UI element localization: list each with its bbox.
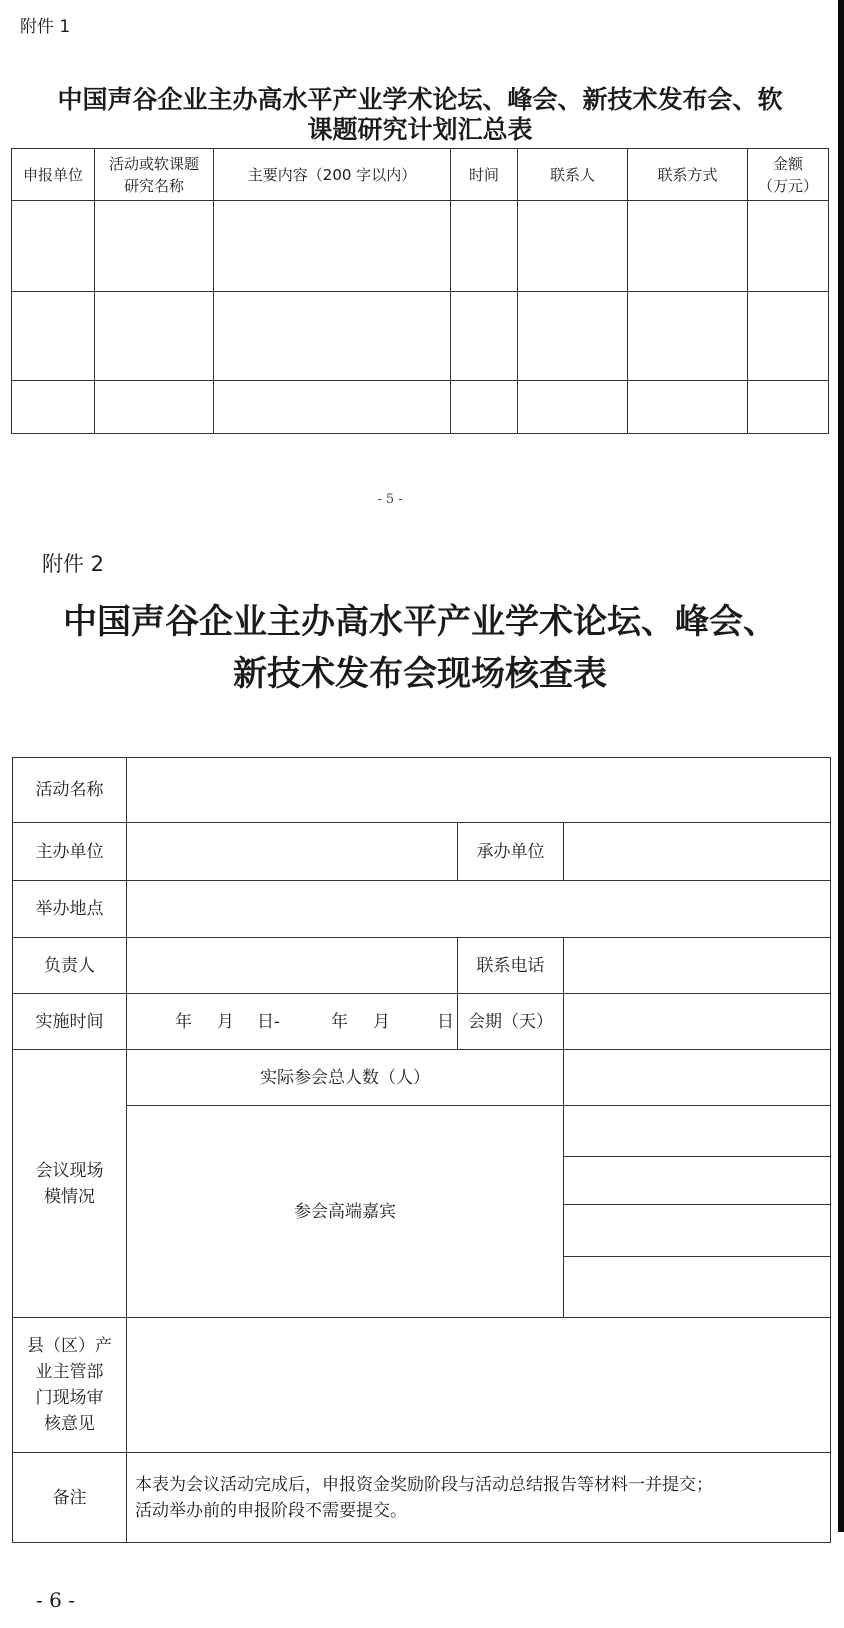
remarks-text: 本表为会议活动完成后，申报资金奖励阶段与活动总结报告等材料一并提交； 活动举办前的申报阶段不需要提交。 [127, 1453, 831, 1543]
schedule-date-field[interactable] [127, 994, 458, 1050]
header-content: 主要内容（200 字以内） [214, 149, 451, 201]
header-activity-name: 活动或软课题 研究名称 [95, 149, 214, 201]
start-month-unit: 月 [217, 1011, 234, 1032]
row-attendees [13, 1050, 831, 1106]
cell[interactable] [518, 381, 628, 434]
attachment-1-label: 附件 1 [20, 17, 71, 37]
cell[interactable] [628, 381, 748, 434]
co-organizer-label: 承办单位 [458, 823, 564, 881]
row-organizers [13, 823, 831, 881]
remarks-label: 备注 [13, 1453, 127, 1543]
responsible-label: 负责人 [13, 938, 127, 994]
organizer-label: 主办单位 [13, 823, 127, 881]
end-month-unit: 月 [373, 1011, 390, 1032]
page-number-5: - 5 - [377, 492, 403, 507]
cell[interactable] [518, 292, 628, 381]
page-number-6: - 6 - [36, 1588, 75, 1612]
table-row [12, 292, 829, 381]
site-check-table [12, 757, 831, 1543]
scan-edge-bar [838, 0, 844, 1532]
end-year-unit: 年 [331, 1011, 348, 1032]
header-time: 时间 [451, 149, 518, 201]
duration-field[interactable] [564, 994, 831, 1050]
phone-label: 联系电话 [458, 938, 564, 994]
cell[interactable] [518, 201, 628, 292]
responsible-field[interactable] [127, 938, 458, 994]
vip-field-1[interactable] [564, 1106, 831, 1157]
header-amount: 金额 （万元） [748, 149, 829, 201]
header-contact-person: 联系人 [518, 149, 628, 201]
cell[interactable] [748, 381, 829, 434]
cell[interactable] [628, 292, 748, 381]
summary-table [11, 148, 829, 434]
cell[interactable] [214, 201, 451, 292]
checklist-title-line2: 新技术发布会现场核查表 [233, 654, 607, 694]
cell[interactable] [628, 201, 748, 292]
cell[interactable] [748, 292, 829, 381]
phone-field[interactable] [564, 938, 831, 994]
summary-table-title-line1: 中国声谷企业主办高水平产业学术论坛、峰会、新技术发布会、软 [57, 85, 783, 114]
row-activity-name [13, 758, 831, 823]
cell[interactable] [451, 381, 518, 434]
cell[interactable] [451, 201, 518, 292]
attachment-2-label: 附件 2 [42, 552, 105, 576]
review-label: 县（区）产 业主管部 门现场审 核意见 [13, 1318, 127, 1453]
table-row [12, 201, 829, 292]
row-remarks [13, 1453, 831, 1543]
cell[interactable] [214, 292, 451, 381]
summary-table-header-row [12, 149, 829, 201]
row-vip-1 [13, 1106, 831, 1157]
organizer-field[interactable] [127, 823, 458, 881]
cell[interactable] [95, 381, 214, 434]
header-applicant: 申报单位 [12, 149, 95, 201]
cell[interactable] [12, 292, 95, 381]
scale-label: 会议现场 模情况 [13, 1050, 127, 1318]
schedule-label: 实施时间 [13, 994, 127, 1050]
attendees-field[interactable] [564, 1050, 831, 1106]
end-day-unit: 日 [437, 1011, 454, 1032]
start-year-unit: 年 [175, 1011, 192, 1032]
review-field[interactable] [127, 1318, 831, 1453]
row-review [13, 1318, 831, 1453]
attendees-label: 实际参会总人数（人） [127, 1050, 564, 1106]
checklist-title-line1: 中国声谷企业主办高水平产业学术论坛、峰会、 [63, 602, 777, 642]
co-organizer-field[interactable] [564, 823, 831, 881]
activity-name-label: 活动名称 [13, 758, 127, 823]
cell[interactable] [95, 292, 214, 381]
start-day-unit: 日- [257, 1011, 280, 1032]
venue-label: 举办地点 [13, 881, 127, 938]
row-schedule [13, 994, 831, 1050]
cell[interactable] [748, 201, 829, 292]
cell[interactable] [95, 201, 214, 292]
summary-table-title-line2: 课题研究计划汇总表 [307, 115, 533, 144]
header-contact-method: 联系方式 [628, 149, 748, 201]
table-row [12, 381, 829, 434]
cell[interactable] [12, 381, 95, 434]
vip-field-3[interactable] [564, 1205, 831, 1257]
row-responsible [13, 938, 831, 994]
cell[interactable] [451, 292, 518, 381]
cell[interactable] [12, 201, 95, 292]
vip-field-4[interactable] [564, 1257, 831, 1318]
activity-name-field[interactable] [127, 758, 831, 823]
row-venue [13, 881, 831, 938]
duration-label: 会期（天） [458, 994, 564, 1050]
venue-field[interactable] [127, 881, 831, 938]
cell[interactable] [214, 381, 451, 434]
vip-field-2[interactable] [564, 1157, 831, 1205]
vip-label: 参会高端嘉宾 [127, 1106, 564, 1318]
